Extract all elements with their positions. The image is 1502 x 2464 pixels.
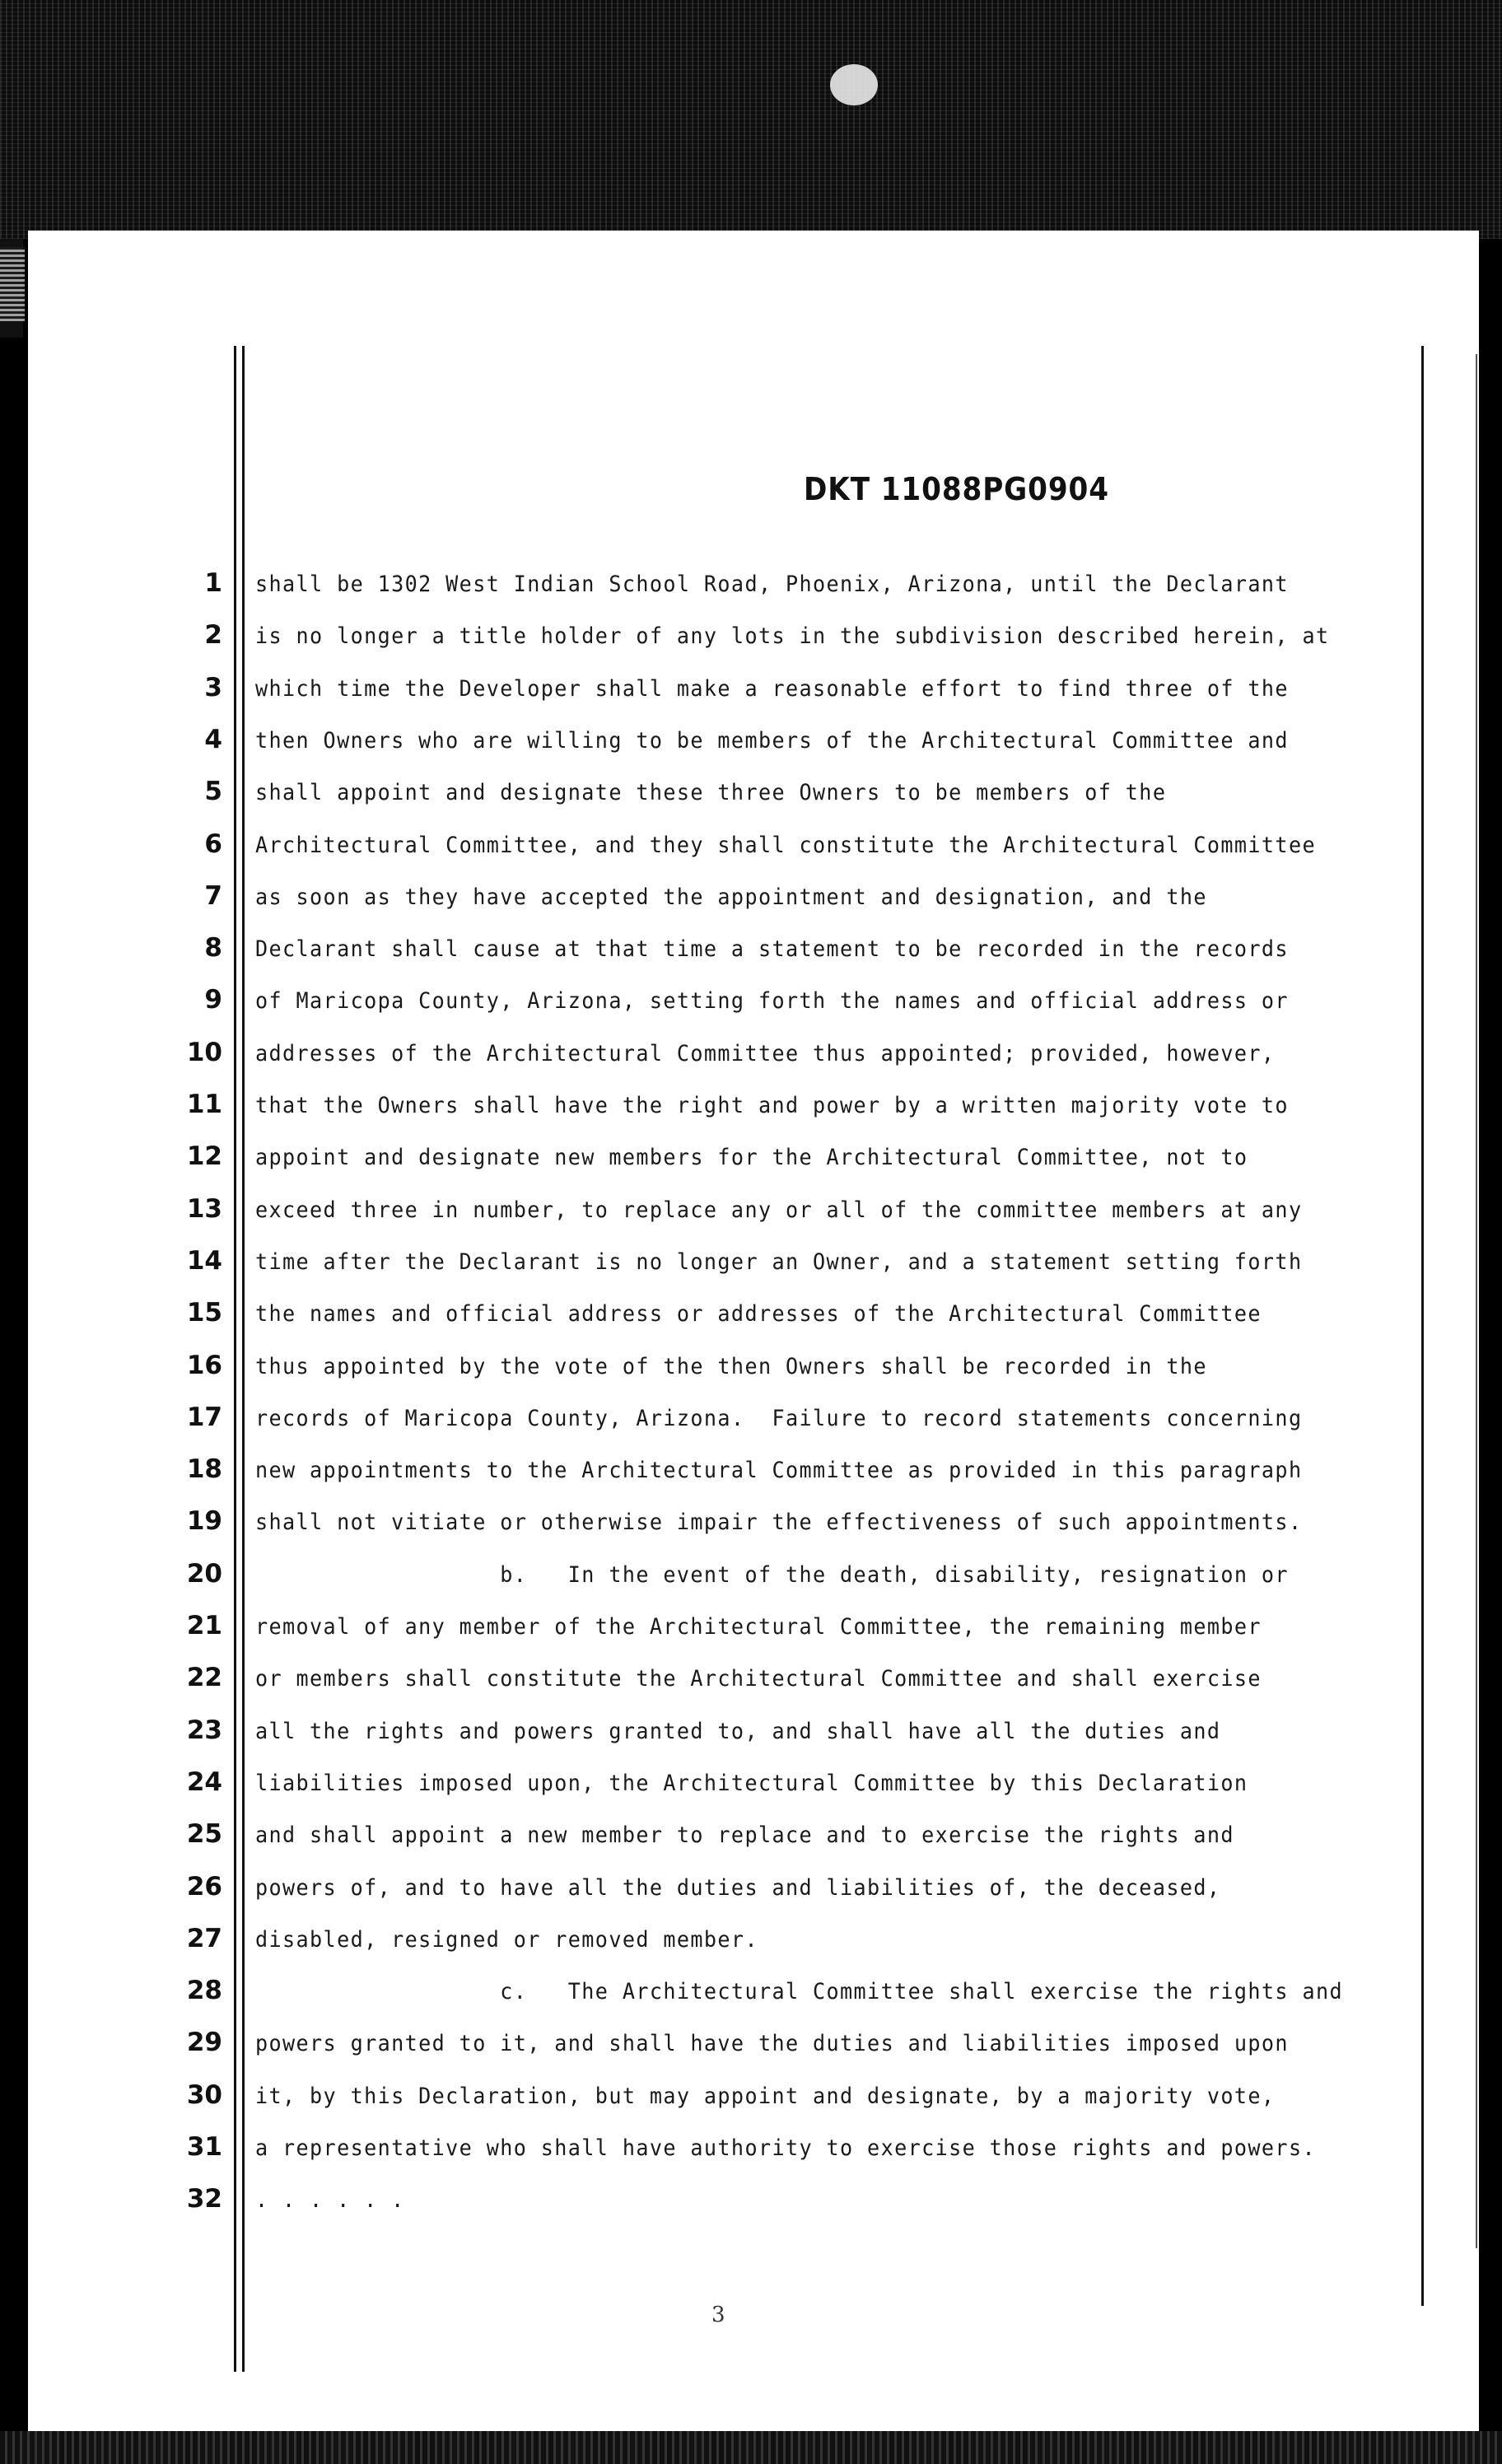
- line-number: 15: [186, 1298, 222, 1328]
- line-number: 2: [204, 620, 222, 650]
- line-number: 32: [186, 2184, 222, 2214]
- text-line: c. The Architectural Committee shall exercise the rights and: [255, 1979, 1344, 2004]
- line-number: 10: [186, 1038, 222, 1067]
- text-line: b. In the event of the death, disability, resignation or: [255, 1562, 1289, 1588]
- page-number: 3: [711, 2303, 725, 2327]
- line-number: 20: [186, 1559, 222, 1589]
- text-line: of Maricopa County, Arizona, setting forth the names and official address or: [255, 988, 1289, 1014]
- line-number: 16: [186, 1351, 222, 1380]
- scan-edge-pattern: [0, 247, 25, 321]
- text-line: exceed three in number, to replace any or all of the committee members at any: [255, 1197, 1303, 1223]
- line-number: 8: [204, 933, 222, 963]
- text-line: then Owners who are willing to be members of the Architectural Committee and: [255, 728, 1289, 754]
- line-number: 4: [204, 725, 222, 754]
- text-line: new appointments to the Architectural Committee as provided in this paragraph: [255, 1458, 1303, 1483]
- line-number: 26: [186, 1872, 222, 1902]
- scan-noise-top: [0, 0, 1502, 239]
- line-number: 11: [186, 1090, 222, 1119]
- left-margin-rule-inner: [242, 346, 245, 2372]
- line-number: 31: [186, 2132, 222, 2162]
- text-line: as soon as they have accepted the appointment and designation, and the: [255, 884, 1207, 910]
- line-number: 1: [204, 568, 222, 598]
- line-number: 21: [186, 1611, 222, 1640]
- text-line: Declarant shall cause at that time a statement to be recorded in the records: [255, 936, 1289, 962]
- line-number: 9: [204, 985, 222, 1015]
- text-line: disabled, resigned or removed member.: [255, 1927, 758, 1953]
- scan-artifact: [830, 64, 878, 105]
- line-number: 7: [204, 881, 222, 911]
- text-line: which time the Developer shall make a reasonable effort to find three of the: [255, 676, 1289, 702]
- line-number: 23: [186, 1715, 222, 1745]
- line-number: 22: [186, 1663, 222, 1692]
- line-number: 17: [186, 1402, 222, 1432]
- text-line: liabilities imposed upon, the Architectural Committee by this Declaration: [255, 1771, 1248, 1796]
- text-line: that the Owners shall have the right and power by a written majority vote to: [255, 1093, 1289, 1118]
- text-line: appoint and designate new members for the Architectural Committee, not to: [255, 1145, 1248, 1170]
- left-margin-rule: [234, 346, 236, 2372]
- line-number: 28: [186, 1976, 222, 2005]
- text-line: it, by this Declaration, but may appoint and designate, by a majority vote,: [255, 2084, 1276, 2109]
- text-line: time after the Declarant is no longer an Owner, and a statement setting forth: [255, 1249, 1303, 1275]
- line-number: 3: [204, 673, 222, 702]
- text-line: the names and official address or addresses of the Architectural Committee: [255, 1301, 1262, 1327]
- text-line: . . . . . .: [255, 2187, 405, 2213]
- text-line: is no longer a title holder of any lots in the subdivision described herein, at: [255, 623, 1330, 649]
- line-number: 5: [204, 777, 222, 806]
- line-number: 18: [186, 1454, 222, 1484]
- text-line: removal of any member of the Architectural Committee, the remaining member: [255, 1614, 1262, 1640]
- line-number: 25: [186, 1819, 222, 1849]
- line-number: 24: [186, 1767, 222, 1797]
- scan-noise-bottom: [0, 2431, 1502, 2464]
- right-edge-rule: [1476, 354, 1477, 2248]
- line-number: 27: [186, 1924, 222, 1953]
- text-line: thus appointed by the vote of the then Owners shall be recorded in the: [255, 1354, 1207, 1379]
- line-number: 12: [186, 1141, 222, 1171]
- line-number: 14: [186, 1246, 222, 1276]
- text-line: Architectural Committee, and they shall constitute the Architectural Committee: [255, 833, 1316, 858]
- document-page: [28, 231, 1479, 2464]
- line-number: 29: [186, 2028, 222, 2057]
- text-line: and shall appoint a new member to replace and to exercise the rights and: [255, 1822, 1234, 1848]
- text-line: shall be 1302 West Indian School Road, Phoenix, Arizona, until the Declarant: [255, 572, 1289, 597]
- text-line: a representative who shall have authority to exercise those rights and powers.: [255, 2135, 1316, 2161]
- text-line: powers of, and to have all the duties and liabilities of, the deceased,: [255, 1875, 1221, 1901]
- text-line: shall appoint and designate these three Owners to be members of the: [255, 780, 1167, 805]
- right-margin-rule: [1421, 346, 1424, 2306]
- line-number: 19: [186, 1506, 222, 1536]
- line-number: 13: [186, 1194, 222, 1224]
- text-line: records of Maricopa County, Arizona. Failure to record statements concerning: [255, 1406, 1303, 1431]
- line-number: 6: [204, 829, 222, 859]
- text-line: all the rights and powers granted to, and shall have all the duties and: [255, 1719, 1221, 1744]
- line-number: 30: [186, 2080, 222, 2110]
- text-line: addresses of the Architectural Committee thus appointed; provided, however,: [255, 1041, 1276, 1066]
- text-line: shall not vitiate or otherwise impair the effectiveness of such appointments.: [255, 1510, 1303, 1535]
- text-line: or members shall constitute the Architectural Committee and shall exercise: [255, 1666, 1262, 1692]
- docket-stamp: DKT 11088PG0904: [804, 471, 1109, 507]
- text-line: powers granted to it, and shall have the duties and liabilities imposed upon: [255, 2031, 1289, 2056]
